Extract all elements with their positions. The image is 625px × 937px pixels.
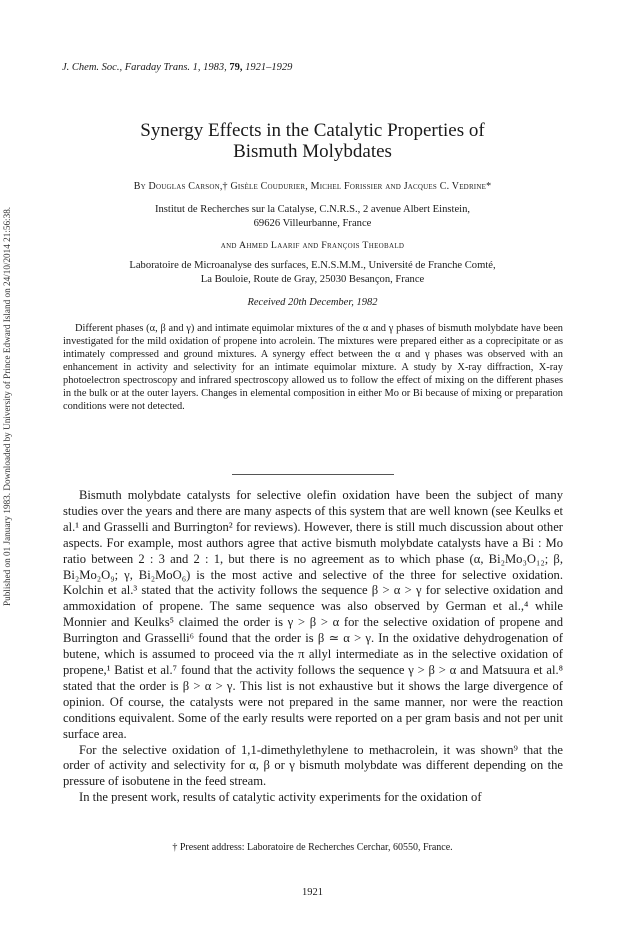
journal-citation (62, 62, 292, 73)
section-divider (232, 474, 394, 475)
paper-title (60, 120, 565, 162)
abstract-text: Different phases (α, β and γ) and intimate equimolar mixtures of the α and γ phases of bismuth molybdate have been investigated for the mild oxidation of propene into acrolein. The mixtures were prepared either as a coprecipitate or as intimately compressed and ground mixtures. A synergy effect between the α and γ phases was observed with an enhancement in activity and selectivity for an intimate equimolar mixture. A study by X-ray diffraction, X-ray photoelectron spectroscopy and infrared spectroscopy allowed us to follow the effect of mixing on the different phases in the bulk or at the outer layers. Changes in elemental composition in either Mo or Bi because of mixing or preparation conditions were not detected. (63, 323, 563, 412)
author-list-1: By Douglas Carson,† Gisèle Coudurier, Michel Forissier and Jacques C. Vedrine* (133, 181, 492, 192)
affiliation-2 (40, 259, 585, 287)
affiliation-1-line-1: Institut de Recherches sur la Catalyse, C.N.R.S., 2 avenue Albert Einstein, (154, 204, 471, 215)
affiliation-1 (40, 203, 585, 231)
download-watermark (2, 110, 16, 610)
journal-name: J. Chem. Soc., Faraday Trans. 1, (62, 62, 201, 73)
affiliation-2-line-1: Laboratoire de Microanalyse des surfaces, E.N.S.M.M., Université de Franche Comté, (129, 260, 496, 271)
affiliation-2-line-2: La Bouloie, Route de Gray, 25030 Besançon, France (200, 274, 425, 285)
body-text (63, 488, 563, 806)
journal-volume: 79, (229, 62, 243, 73)
received-date: Received 20th December, 1982 (247, 297, 378, 308)
download-notice-text: Published on 01 January 1983. Downloaded by University of Prince Edward Island on 24/10/2014 21:56:38. (2, 206, 12, 606)
journal-year: 1983, (203, 62, 227, 73)
title-line-1: Synergy Effects in the Catalytic Properties of (140, 120, 485, 141)
body-paragraph-3: In the present work, results of catalytic activity experiments for the oxidation of (79, 790, 482, 805)
title-line-2: Bismuth Molybdates (233, 141, 392, 162)
page-number: 1921 (302, 887, 323, 898)
body-paragraph-2: For the selective oxidation of 1,1-dimethylethylene to methacrolein, it was shown⁹ that the order of activity and selectivity for α, β or γ bismuth molybdate was different depending on the pressure of isobutene in the feed stream. (63, 742, 563, 789)
body-paragraph-1: Bismuth molybdate catalysts for selective olefin oxidation have been the subject of many studies over the years and there are many aspects of this system that are well known (see Keulks et al.¹ and Grasselli and Burrington² for reviews). However, there is still much discussion about other aspects. For example, most authors agree that active bismuth molybdate catalysts have a Bi : Mo ratio between 2 : 3 and 2 : 1, but there is no agreement as to which phase (α, Bi₂Mo₃O₁₂; β, Bi₂Mo₂O₉; γ, Bi₂MoO₆) is the most active and selective of the three for selective oxidation. Kolchin et al.³ stated that the activity follows the sequence β > α > γ for selective oxidation and ammoxidation of propene. The same sequence was also observed by German et al.,⁴ while Monnier and Keulks⁵ claimed the order is γ > β > α for the selective oxidation of propene and Burrington and Grasselli⁶ found that the order is β ≃ α > γ. In the oxidative dehydrogenation of butene, which is assumed to proceed via the π allyl intermediate as in the selective oxidation of propene,¹ Batist et al.⁷ found that the activity follows the sequence γ > β > α and Matsuura et al.⁸ stated that the order is β > α > γ. This list is not exhaustive but it shows the large divergence of opinion. Of course, the catalysts were not prepared in the same manner, nor were the reaction conditions equivalent. Some of the early results were reported on a per gram basis and not per unit surface area. (63, 488, 563, 741)
author-list-2: and Ahmed Laarif and François Theobald (220, 240, 405, 251)
journal-pages: 1921–1929 (245, 62, 293, 73)
affiliation-1-line-2: 69626 Villeurbanne, France (253, 218, 372, 229)
footnote: † Present address: Laboratoire de Recherches Cerchar, 60550, France. (172, 842, 453, 853)
abstract (63, 322, 563, 413)
